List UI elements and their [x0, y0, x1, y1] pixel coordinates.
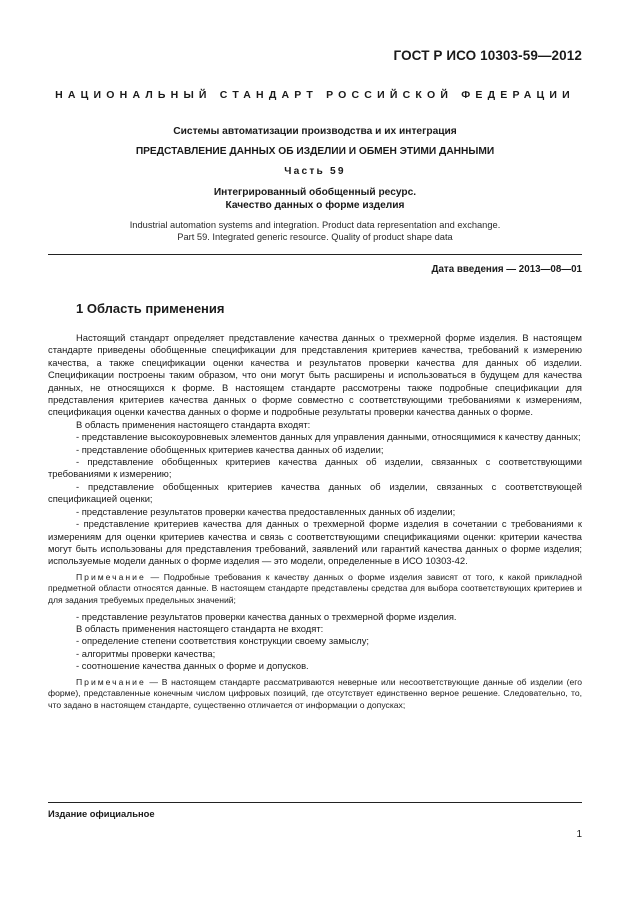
list-item: - представление обобщенных критериев качества данных об изделии, связанных с соответствующими требованиями к измерению;: [48, 456, 582, 480]
title-subject-line1: Интегрированный обобщенный ресурс.: [213, 187, 417, 198]
note-text: — В настоящем стандарте рассматриваются неверные или несоответствующие данные об изделии (его форме), представленные конечным числом цифровых позиций, где отсутствует единственно верное решение. Следовательно, то, что задано в настоящем стандарте, существенно отличается от информации о допусках;: [48, 676, 582, 710]
document-id: ГОСТ Р ИСО 10303-59—2012: [393, 48, 582, 63]
list-item: - представление обобщенных критериев качества данных об изделии, связанных с соответствующей спецификацией оценки;: [48, 480, 582, 505]
official-edition-label: Издание официальное: [48, 808, 155, 819]
section-heading: 1 Область применения: [76, 301, 225, 316]
note-2: [48, 677, 582, 712]
list-item: - соотношение качества данных о форме и допусков.: [76, 660, 309, 672]
title-english-line2: Part 59. Integrated generic resource. Quality of product shape data: [177, 232, 453, 242]
title-part: Часть 59: [284, 166, 346, 177]
note-label: Примечание: [76, 676, 146, 687]
title-block: [48, 126, 582, 243]
title-series: Системы автоматизации производства и их интеграция: [173, 126, 457, 137]
list-item: - представление результатов проверки качества данных о трехмерной форме изделия.: [76, 610, 457, 622]
title-english: [48, 219, 582, 243]
list-item: - представление обобщенных критериев качества данных об изделии;: [76, 443, 384, 455]
list-item: - представление высокоуровневых элементов данных для управления данными, относящимися к качеству данных;: [76, 431, 581, 443]
paragraph-in-scope-intro: В область применения настоящего стандарта входят:: [76, 418, 311, 430]
page-number: 1: [576, 829, 582, 840]
title-subject: [48, 186, 582, 212]
list-item: - представление критериев качества для данных о трехмерной форме изделия в сочетании с требованиями к измерениям для оценки критериев качества и связь с соответствующими спецификациями оценки: критерии качества могут быть использованы для представления требований, заявлений или гарантий качества данных о форме изделия; используемые модели данных о форме изделия — это модели, определенные в ИСО 10303-42.: [48, 518, 582, 567]
footer-divider: [48, 802, 582, 803]
introduction-date: Дата введения — 2013—08—01: [431, 264, 582, 275]
list-item: - определение степени соответствия конструкции своему замыслу;: [76, 635, 369, 647]
title-subject-line2: Качество данных о форме изделия: [225, 200, 405, 211]
title-main: ПРЕДСТАВЛЕНИЕ ДАННЫХ ОБ ИЗДЕЛИИ И ОБМЕН ЭТИМИ ДАННЫМИ: [135, 146, 495, 157]
title-english-line1: Industrial automation systems and integration. Product data representation and exchange.: [129, 220, 501, 230]
section-body: [48, 332, 582, 715]
list-item: - представление результатов проверки качества предоставленных данных об изделии;: [76, 505, 456, 517]
note-text: — Подробные требования к качеству данных о форме изделия зависят от того, к какой прикладной предметной области относятся данные. В настоящем стандарте представлены средства для выбора соответствующих критериев и для задания требуемых предельных значений;: [48, 571, 582, 605]
note-label: Примечание: [76, 571, 146, 582]
paragraph-out-scope-intro: В область применения настоящего стандарта не входят:: [76, 622, 324, 634]
header-divider: [48, 254, 582, 255]
list-item: - алгоритмы проверки качества;: [76, 647, 216, 659]
national-standard-banner: НАЦИОНАЛЬНЫЙ СТАНДАРТ РОССИЙСКОЙ ФЕДЕРАЦИИ: [55, 89, 575, 101]
paragraph-scope: Настоящий стандарт определяет представление качества данных о трехмерной форме изделия. В настоящем стандарте приведены обобщенные спецификации для представления критериев качества, требований к измерению качества, а также спецификации оценки качества и результатов проверки качества для данных об изделии. Спецификации построены таким образом, что они могут быть расширены и использоваться в будущем для качества данных, не относящихся к форме. В настоящем стандарте рассмотрены также подробные спецификации для представления критериев качества данных о форме совместно с соответствующими требованиями к измерениям, спецификация оценки качества данных о форме и подробные результаты проверки качества данных о форме.: [48, 332, 582, 418]
note-1: [48, 572, 582, 607]
